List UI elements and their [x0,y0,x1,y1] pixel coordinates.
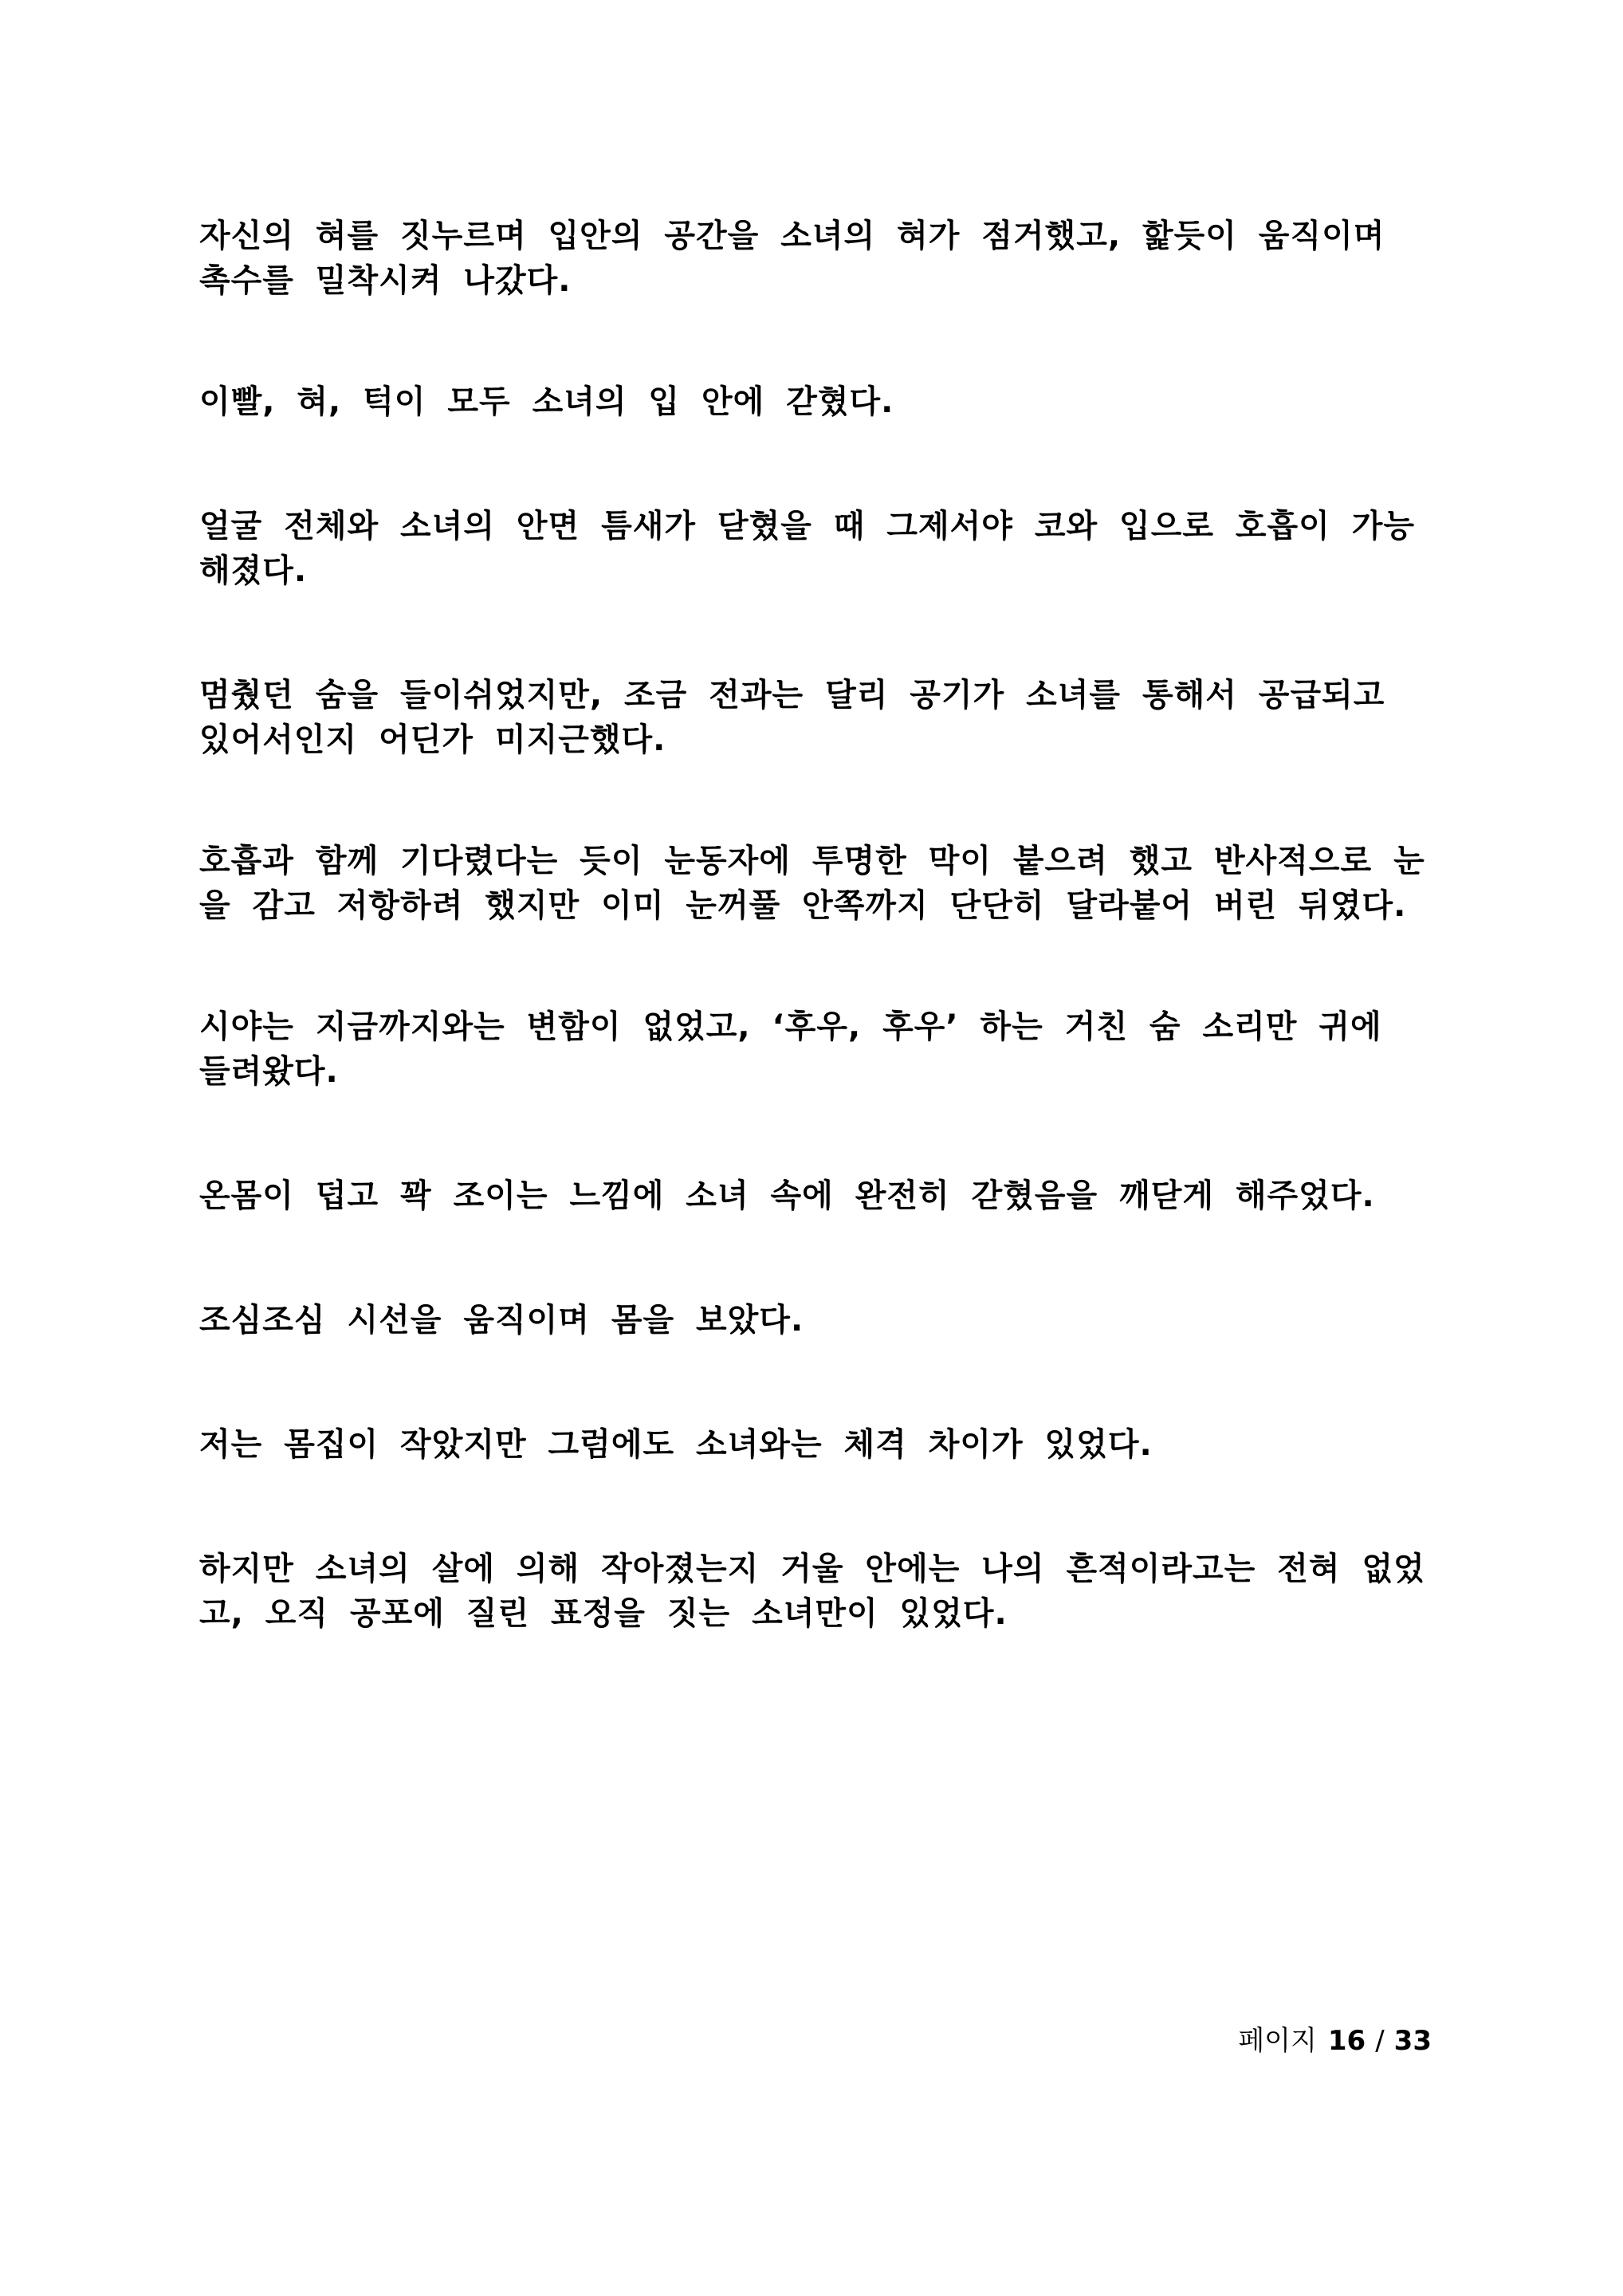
page-separator: / [1375,2025,1385,2057]
paragraph: 이빨, 혀, 턱이 모두 소녀의 입 안에 갇혔다. [199,383,894,420]
paragraph: 조심조심 시선을 움직이며 몸을 보았다. [199,1302,804,1339]
body-text [199,214,1432,1712]
paragraph: 저는 몸집이 작았지만 그럼에도 소녀와는 체격 차이가 있었다. [199,1426,1153,1463]
paragraph: 온몸이 덥고 꽉 조이는 느낌에 소녀 속에 완전히 갇혔음을 깨닫게 해주었다. [199,1177,1375,1214]
paragraph: 멈췄던 숨을 들이쉬었지만, 조금 전과는 달리 공기가 소녀를 통해서 공급되고 있어서인지 어딘가 미지근했다. [199,677,1385,758]
paragraph: 자신의 혀를 짓누르며 입안의 공간을 소녀의 혀가 점거했고, 핥듯이 움직이며 촉수를 밀착시켜 나갔다. [199,218,1385,299]
page-label: 페이지 [1238,2025,1317,2057]
paragraph: 하지만 소녀의 살에 의해 작아졌는지 거울 안에는 나의 흔적이라고는 전혀 없었고, 오직 공포에 질린 표정을 짓는 소녀만이 있었다. [199,1551,1425,1632]
total-pages-number: 33 [1393,2025,1432,2057]
page-number-footer [1238,2023,1432,2058]
paragraph: 호흡과 함께 기다렸다는 듯이 눈동자에 투명한 막이 붙으려 했고 반사적으로 눈을 감고 저항하려 했지만 이미 눈꺼풀 안쪽까지 단단히 달라붙어 버린 뒤였다. [199,843,1425,924]
paragraph: 얼굴 전체와 소녀의 안면 틈새가 닫혔을 때 그제서야 코와 입으로 호흡이 가능해졌다. [199,508,1416,589]
paragraph: 시야는 지금까지와는 변함이 없었고, ‘후우, 후우’ 하는 거친 숨 소리만 귀에 들려왔다. [199,1008,1382,1090]
current-page-number: 16 [1327,2025,1366,2057]
